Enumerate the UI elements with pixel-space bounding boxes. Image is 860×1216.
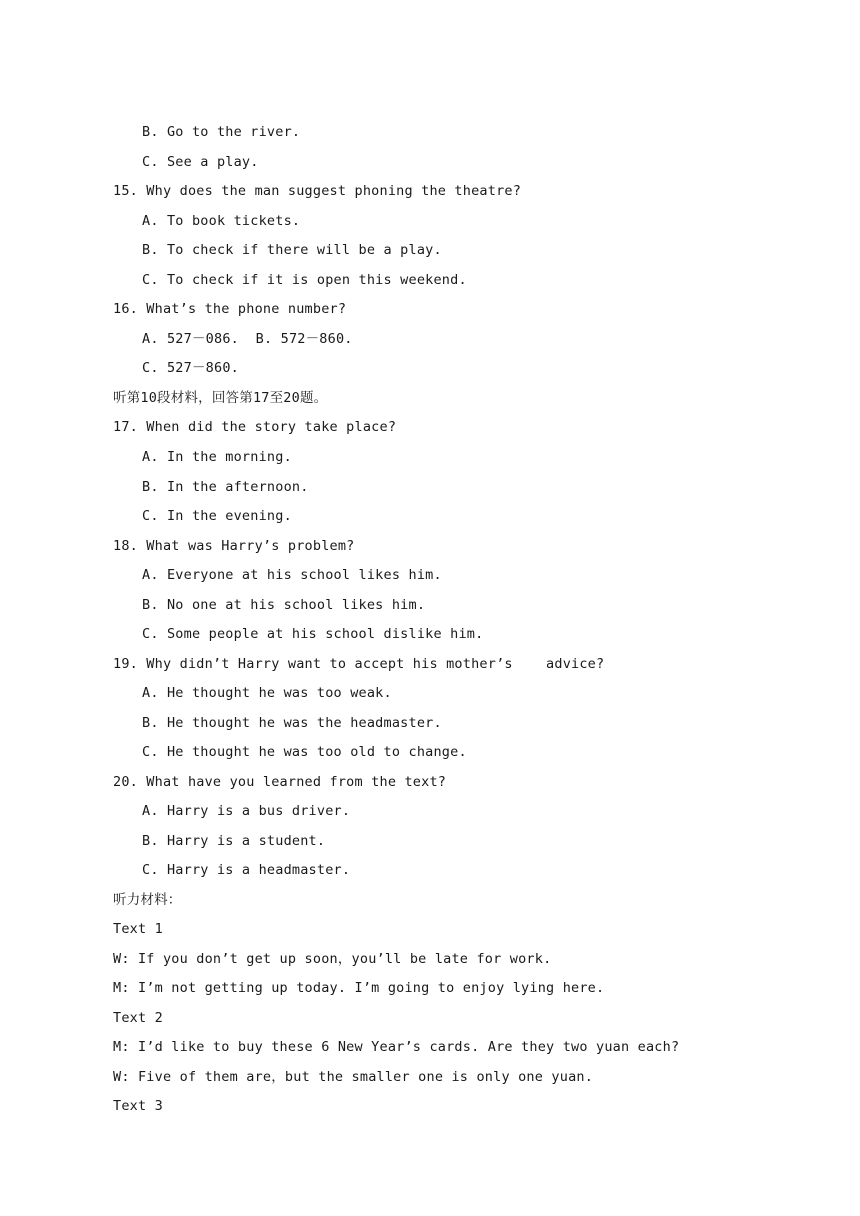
option-18b: B. No one at his school likes him. — [142, 597, 426, 613]
option-18a: A. Everyone at his school likes him. — [142, 567, 442, 583]
option-14b: B. Go to the river. — [142, 124, 301, 140]
transcript-heading: 听力材料： — [113, 892, 182, 908]
option-20c: C. Harry is a headmaster. — [142, 862, 351, 878]
option-20b: B. Harry is a student. — [142, 833, 326, 849]
option-15c: C. To check if it is open this weekend. — [142, 272, 467, 288]
option-19a: A. He thought he was too weak. — [142, 685, 392, 701]
question-19: 19. Why didn’t Harry want to accept his mother’s advice? — [113, 656, 605, 672]
option-17b: B. In the afternoon. — [142, 479, 309, 495]
option-15a: A. To book tickets. — [142, 213, 301, 229]
question-20: 20. What have you learned from the text? — [113, 774, 447, 790]
option-14c: C. See a play. — [142, 154, 259, 170]
text-2-heading: Text 2 — [113, 1010, 163, 1026]
option-16c: C. 527－860. — [142, 360, 239, 376]
text-1-line-m: M: I’m not getting up today. I’m going to enjoy lying here. — [113, 980, 605, 996]
option-17a: A. In the morning. — [142, 449, 292, 465]
question-17: 17. When did the story take place? — [113, 419, 397, 435]
option-17c: C. In the evening. — [142, 508, 292, 524]
question-18: 18. What was Harry’s problem? — [113, 538, 355, 554]
question-15: 15. Why does the man suggest phoning the theatre? — [113, 183, 522, 199]
option-16ab: A. 527－086. B. 572－860. — [142, 331, 353, 347]
text-1-heading: Text 1 — [113, 921, 163, 937]
option-18c: C. Some people at his school dislike him. — [142, 626, 484, 642]
section-instruction: 听第10段材料，回答第17至20题。 — [113, 390, 328, 406]
text-1-line-w: W: If you don’t get up soon，you’ll be late for work. — [113, 951, 552, 967]
text-3-heading: Text 3 — [113, 1098, 163, 1114]
option-20a: A. Harry is a bus driver. — [142, 803, 351, 819]
text-2-line-w: W: Five of them are，but the smaller one is only one yuan. — [113, 1069, 594, 1085]
option-19b: B. He thought he was the headmaster. — [142, 715, 442, 731]
question-16: 16. What’s the phone number? — [113, 301, 347, 317]
text-2-line-m: M: I’d like to buy these 6 New Year’s cards. Are they two yuan each? — [113, 1039, 680, 1055]
option-15b: B. To check if there will be a play. — [142, 242, 442, 258]
option-19c: C. He thought he was too old to change. — [142, 744, 467, 760]
